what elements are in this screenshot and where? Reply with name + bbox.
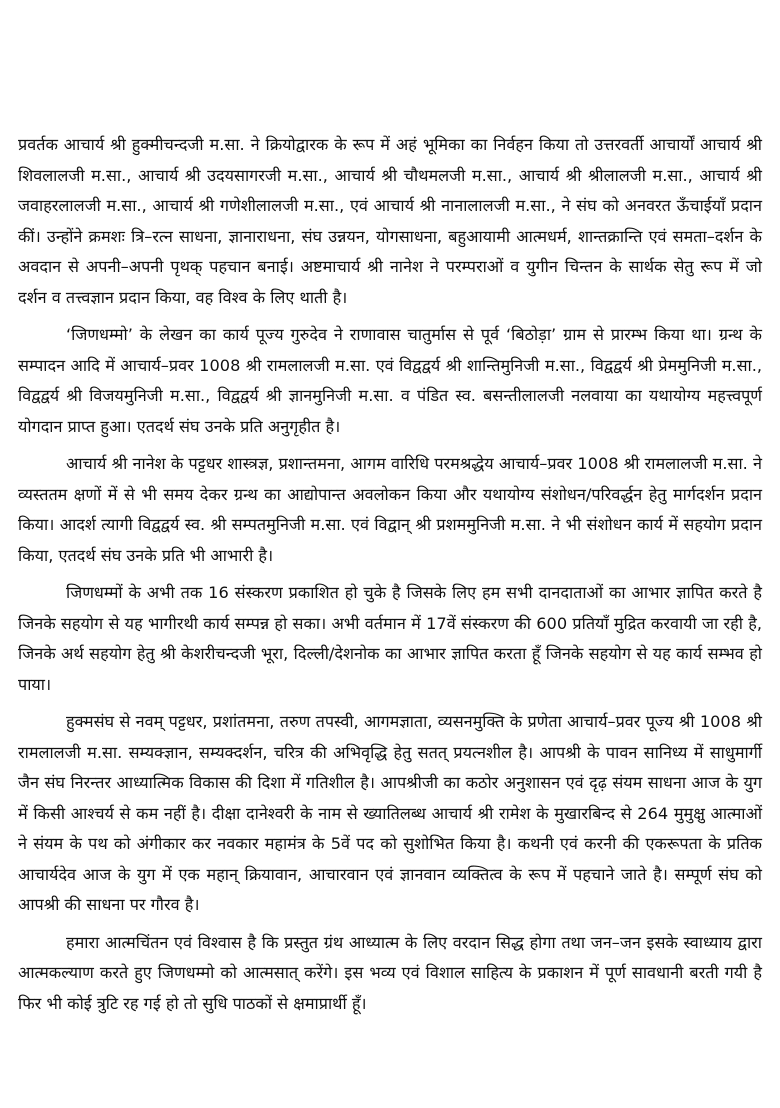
paragraph-6: हमारा आत्मचिंतन एवं विश्वास है कि प्रस्तुत ग्रंथ आध्यात्म के लिए वरदान सिद्ध होगा तथा जन–जन इसके स्वाध्याय द्वारा आत्मकल्याण करते हुए जिणधम्मो को आत्मसात् करेंगे। इस भव्य एवं विशाल साहित्य के प्रकाशन में पूर्ण सावधानी बरती गयी है फिर भी कोई त्रुटि रह गई हो तो सुधि पाठकों से क्षमाप्रार्थी हूँ। <box>18 932 762 1013</box>
paragraph-2: ‘जिणधम्मो’ के लेखन का कार्य पूज्य गुरुदेव ने राणावास चातुर्मास से पूर्व ‘बिठोड़ा’ ग्राम से प्रारम्भ किया था। ग्रन्थ के सम्पादन आदि में आचार्य–प्रवर 1008 श्री रामलालजी म.सा. एवं विद्वद्वर्य श्री शान्तिमुनिजी म.सा., विद्वद्वर्य श्री प्रेममुनिजी म.सा., विद्वद्वर्य श्री विजयमुनिजी म.सा., विद्वद्वर्य श्री ज्ञानमुनिजी म.सा. व पंडित स्व. बसन्तीलालजी नलवाया का यथायोग्य महत्त्वपूर्ण योगदान प्राप्त हुआ। एतदर्थ संघ उनके प्रति अनुगृहीत है। <box>18 325 762 436</box>
paragraph-3: आचार्य श्री नानेश के पट्टधर शास्त्रज्ञ, प्रशान्तमना, आगम वारिधि परमश्रद्धेय आचार्य–प्रवर 1008 श्री रामलालजी म.सा. ने व्यस्ततम क्षणों में से भी समय देकर ग्रन्थ का आद्योपान्त अवलोकन किया और यथायोग्य संशोधन/परिवर्द्धन हेतु मार्गदर्शन प्रदान किया। आदर्श त्यागी विद्वद्वर्य स्व. श्री सम्पतमुनिजी म.सा. एवं विद्वान् श्री प्रशममुनिजी म.सा. ने भी संशोधन कार्य में सहयोग प्रदान किया, एतदर्थ संघ उनके प्रति भी आभारी है। <box>18 454 762 565</box>
paragraph-4: जिणधम्मों के अभी तक 16 संस्करण प्रकाशित हो चुके है जिसके लिए हम सभी दानदाताओं का आभार ज्ञापित करते है जिनके सहयोग से यह भागीरथी कार्य सम्पन्न हो सका। अभी वर्तमान में 17वें संस्करण की 600 प्रतियाँ मुद्रित करवायी जा रही है, जिनके अर्थ सहयोग हेतु श्री केशरीचन्दजी भूरा, दिल्ली/देशनोक का आभार ज्ञापित करता हूँ जिनके सहयोग से यह कार्य सम्भव हो पाया। <box>18 583 762 694</box>
paragraph-1: प्रवर्तक आचार्य श्री हुक्मीचन्दजी म.सा. ने क्रियोद्वारक के रूप में अहं भूमिका का निर्वहन किया तो उत्तरवर्ती आचार्यों आचार्य श्री शिवलालजी म.सा., आचार्य श्री उदयसागरजी म.सा., आचार्य श्री चौथमलजी म.सा., आचार्य श्री श्रीलालजी म.सा., आचार्य श्री जवाहरलालजी म.सा., आचार्य श्री गणेशीलालजी म.सा., एवं आचार्य श्री नानालालजी म.सा., ने संघ को अनवरत ऊँचाईयाँ प्रदान कीं। उन्होंने क्रमशः त्रि–रत्न साधना, ज्ञानाराधना, संघ उन्नयन, योगसाधना, बहुआयामी आत्मधर्म, शान्तक्रान्ति एवं समता–दर्शन के अवदान से अपनी–अपनी पृथक् पहचान बनाई। अष्टमाचार्य श्री नानेश ने परम्पराओं व युगीन चिन्तन के सार्थक सेतु रूप में जो दर्शन व तत्त्वज्ञान प्रदान किया, वह विश्व के लिए थाती है। <box>18 135 762 307</box>
document-body <box>18 130 762 1026</box>
paragraph-5: हुक्मसंघ से नवम् पट्टधर, प्रशांतमना, तरुण तपस्वी, आगमज्ञाता, व्यसनमुक्ति के प्रणेता आचार्य–प्रवर पूज्य श्री 1008 श्री रामलालजी म.सा. सम्यक्ज्ञान, सम्यक्दर्शन, चरित्र की अभिवृद्धि हेतु सतत् प्रयत्नशील है। आपश्री के पावन सानिध्य में साधुमार्गी जैन संघ निरन्तर आध्यात्मिक विकास की दिशा में गतिशील है। आपश्रीजी का कठोर अनुशासन एवं दृढ़ संयम साधना आज के युग में किसी आश्चर्य से कम नहीं है। दीक्षा दानेश्वरी के नाम से ख्यातिलब्ध आचार्य श्री रामेश के मुखारबिन्द से 264 मुमुक्षु आत्माओं ने संयम के पथ को अंगीकार कर नवकार महामंत्र के 5वें पद को सुशोभित किया है। कथनी एवं करनी की एकरूपता के प्रतिक आचार्यदेव आज के युग में एक महान् क्रियावान, आचारवान एवं ज्ञानवान व्यक्तित्व के रूप में पहचाने जाते है। सम्पूर्ण संघ को आपश्री की साधना पर गौरव है। <box>18 712 762 914</box>
